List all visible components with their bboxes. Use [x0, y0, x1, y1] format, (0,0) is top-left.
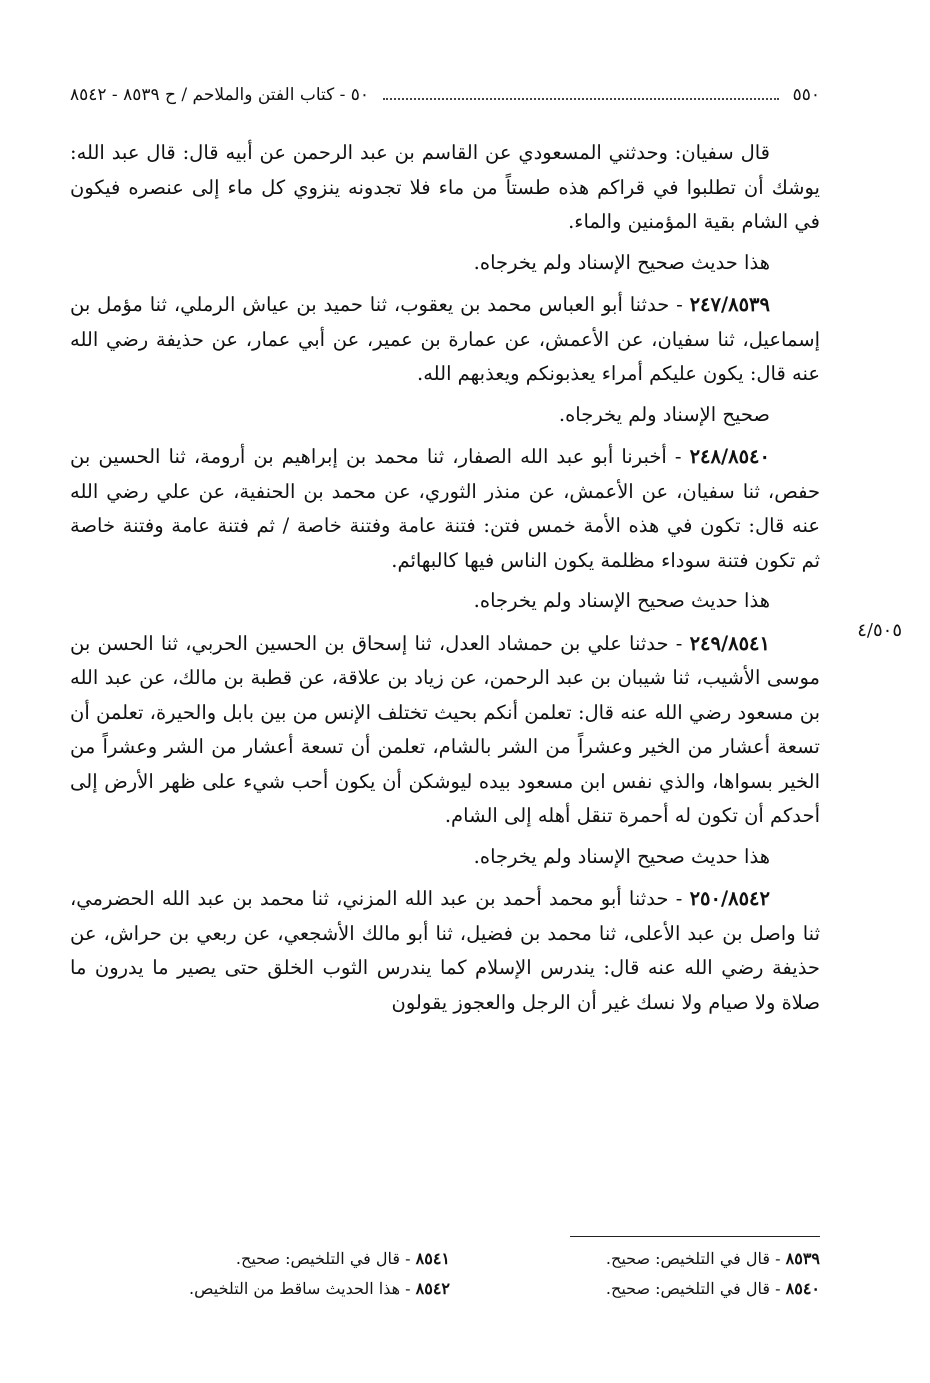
- paragraph: [70, 584, 820, 619]
- paragraph: [70, 246, 820, 281]
- main-text: [70, 136, 820, 1026]
- footnote: [450, 1276, 820, 1302]
- hadith-number: ٢٤٩/٨٥٤١: [689, 631, 770, 655]
- hadith-number: ٢٤٨/٨٥٤٠: [689, 445, 770, 468]
- margin-volume-page-note: ٤/٥٠٥: [857, 620, 902, 641]
- hadith-number: ٢٤٧/٨٥٣٩: [689, 293, 770, 316]
- paragraph-text: - أخبرنا أبو عبد الله الصفار، ثنا محمد بن إبراهيم بن أرومة، ثنا الحسين بن حفص، ثنا سفيان، عن الأعمش، عن منذر الثوري، عن محمد بن الحنفية، عن علي رضي الله عنه قال: تكون في هذه الأمة خمس فتن: فتنة عامة وفتنة خاصة / ثم فتنة عامة وفتنة خاصة ثم تكون فتنة سوداء مظلمة يكون الناس فيها كالبهائم.: [70, 445, 820, 572]
- paragraph: [70, 840, 820, 875]
- page-number: ٥٥٠: [792, 85, 820, 105]
- footnote-text: - قال في التلخيص: صحيح.: [235, 1249, 416, 1268]
- running-title: ٥٠ - كتاب الفتن والملاحم / ح ٨٥٣٩ - ٨٥٤٢: [70, 85, 370, 105]
- paragraph: [70, 136, 820, 240]
- header-dot-leader: [383, 98, 779, 100]
- footnote-divider: [570, 1236, 820, 1237]
- footnote-number: ٨٥٤١: [415, 1249, 450, 1268]
- page-header: [70, 80, 820, 110]
- paragraph-text: صحيح الإسناد ولم يخرجاه.: [558, 402, 770, 426]
- footnote-text: - هذا الحديث ساقط من التلخيص.: [189, 1279, 416, 1298]
- paragraph-text: هذا حديث صحيح الإسناد ولم يخرجاه.: [473, 844, 770, 868]
- paragraph: [70, 440, 820, 578]
- paragraph-text: - حدثنا أبو العباس محمد بن يعقوب، ثنا حميد بن عياش الرملي، ثنا مؤمل بن إسماعيل، ثنا سفيان، عن الأعمش، عن عمارة بن عمير، عن أبي عمار، عن حذيفة رضي الله عنه قال: يكون عليكم أمراء يعذبونكم ويعذبهم الله.: [70, 293, 820, 385]
- paragraph-text: هذا حديث صحيح الإسناد ولم يخرجاه.: [473, 250, 770, 274]
- footnotes: [80, 1246, 820, 1302]
- footnote: [450, 1246, 820, 1272]
- paragraph-text: قال سفيان: وحدثني المسعودي عن القاسم بن عبد الرحمن عن أبيه قال: قال عبد الله: يوشك أن تطلبوا في قراكم هذه طستاً من ماء فلا تجدونه ينزوي كل ماء إلى عنصره فيكون في الشام بقية المؤمنين والماء.: [70, 141, 820, 233]
- footnote-number: ٨٥٤٠: [785, 1279, 820, 1298]
- paragraph-text: - حدثنا أبو محمد أحمد بن عبد الله المزني، ثنا محمد بن عبد الله الحضرمي، ثنا واصل بن عبد الأعلى، ثنا محمد بن فضيل، ثنا أبو مالك الأشجعي، عن ربعي بن حراش، عن حذيفة رضي الله عنه قال: يندرس الإسلام كما يندرس الثوب الخلق حتى يصير ما يدرون ما صلاة ولا صيام ولا نسك غير أن الرجل والعجوز يقولون: [70, 887, 820, 1014]
- footnote: [80, 1276, 450, 1302]
- paragraph: [70, 398, 820, 433]
- paragraph-text: هذا حديث صحيح الإسناد ولم يخرجاه.: [473, 589, 770, 612]
- footnote-number: ٨٥٤٢: [415, 1279, 450, 1298]
- footnote: [80, 1246, 450, 1272]
- paragraph: [70, 627, 820, 834]
- footnote-text: - قال في التلخيص: صحيح.: [605, 1249, 786, 1268]
- paragraph-text: - حدثنا علي بن حمشاد العدل، ثنا إسحاق بن الحسين الحربي، ثنا الحسن بن موسى الأشيب، ثنا شيبان بن عبد الرحمن، عن زياد بن علاقة، عن قطبة بن مالك، عن عبد الله بن مسعود رضي الله عنه قال: تعلمن أنكم بحيث تختلف الإنس من بين بابل والحيرة، تعلمن أن تسعة أعشار من الخير وعشراً من الشر بالشام، تعلمن أن تسعة أعشار من الشر وعشراً من الخير بسواها، والذي نفس ابن مسعود بيده ليوشكن أن يكون أحب شيء على ظهر الأرض إلى أحدكم أن تكون له أحمرة تنقل أهله إلى الشام.: [70, 631, 820, 827]
- footnote-number: ٨٥٣٩: [785, 1249, 820, 1268]
- paragraph: [70, 288, 820, 392]
- footnote-text: - قال في التلخيص: صحيح.: [605, 1279, 786, 1298]
- paragraph: [70, 882, 820, 1020]
- hadith-number: ٢٥٠/٨٥٤٢: [689, 887, 770, 910]
